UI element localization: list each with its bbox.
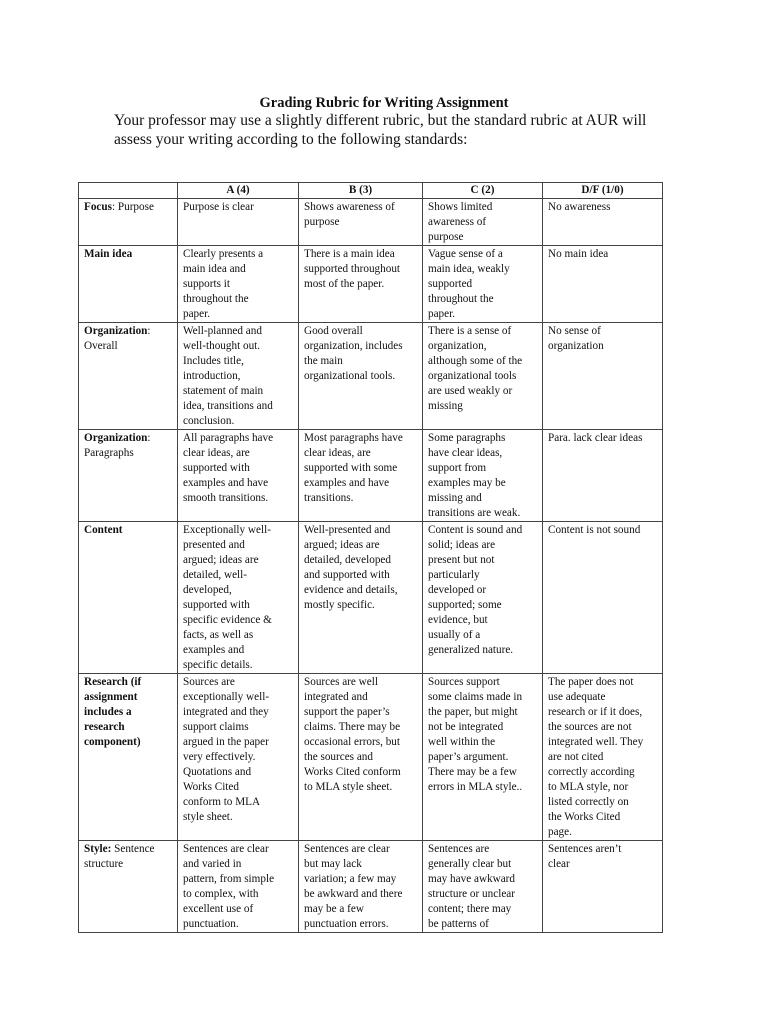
cell-text-line: be awkward and there bbox=[304, 888, 403, 900]
header-cell-grade-df: D/F (1/0) bbox=[543, 183, 663, 199]
cell-text-line: supported throughout bbox=[304, 263, 401, 275]
cell-text-line: idea, transitions and bbox=[183, 400, 273, 412]
cell-text-line: Sources are bbox=[183, 676, 235, 688]
grade-b-cell bbox=[299, 246, 423, 323]
criterion-cell bbox=[79, 246, 178, 323]
cell-text-line: detailed, developed bbox=[304, 554, 391, 566]
cell-text-line: Shows awareness of bbox=[304, 201, 395, 213]
cell-text-line: Sentences aren’t bbox=[548, 843, 622, 855]
criterion-subtitle: structure bbox=[84, 858, 124, 870]
grade-c-cell bbox=[423, 841, 543, 933]
cell-text-line: Content is sound and bbox=[428, 524, 523, 536]
criterion-name: Content bbox=[84, 524, 123, 536]
cell-text-line: main idea and bbox=[183, 263, 246, 275]
cell-text-line: particularly bbox=[428, 569, 480, 581]
cell-text-line: conclusion. bbox=[183, 415, 235, 427]
cell-text-line: Clearly presents a bbox=[183, 248, 264, 260]
cell-text-line: evidence and details, bbox=[304, 584, 398, 596]
cell-text-line: supports it bbox=[183, 278, 230, 290]
grade-a-cell bbox=[178, 841, 299, 933]
cell-text-line: exceptionally well- bbox=[183, 691, 270, 703]
cell-text-line: There may be a few bbox=[428, 766, 517, 778]
cell-text-line: Works Cited conform bbox=[304, 766, 401, 778]
cell-text-line: pattern, from simple bbox=[183, 873, 275, 885]
cell-text-line: the sources are not bbox=[548, 721, 632, 733]
cell-text-line: paper’s argument. bbox=[428, 751, 509, 763]
criterion-name-line: Research (if bbox=[84, 676, 142, 688]
cell-text-line: Most paragraphs have bbox=[304, 432, 403, 444]
criterion-suffix: : bbox=[147, 325, 151, 337]
cell-text-line: may be a few bbox=[304, 903, 364, 915]
page-title: Grading Rubric for Writing Assignment bbox=[259, 95, 509, 111]
grade-c-cell bbox=[423, 430, 543, 522]
cell-text-line: have clear ideas, bbox=[428, 447, 503, 459]
cell-text-line: the sources and bbox=[304, 751, 373, 763]
cell-text-line: supported with bbox=[183, 599, 250, 611]
cell-text-line: supported; some bbox=[428, 599, 502, 611]
cell-text-line: Well-planned and bbox=[183, 325, 262, 337]
cell-text-line: statement of main bbox=[183, 385, 264, 397]
cell-text-line: be patterns of bbox=[428, 918, 489, 930]
cell-text-line: purpose bbox=[304, 216, 340, 228]
criterion-name: Organization bbox=[84, 325, 148, 337]
cell-text-line: punctuation. bbox=[183, 918, 239, 930]
grade-df-cell bbox=[543, 522, 663, 674]
criterion-subtitle: Paragraphs bbox=[84, 447, 134, 459]
criterion-heading bbox=[84, 200, 172, 215]
table-header-row bbox=[79, 183, 663, 199]
cell-text-line: research or if it does, bbox=[548, 706, 643, 718]
criterion-heading bbox=[84, 431, 172, 446]
cell-text-line: the Works Cited bbox=[548, 811, 621, 823]
criterion-name-line: includes a bbox=[84, 706, 132, 718]
cell-text-line: errors in MLA style.. bbox=[428, 781, 523, 793]
criterion-cell bbox=[79, 430, 178, 522]
criterion-cell bbox=[79, 522, 178, 674]
criterion-name: Style: bbox=[84, 843, 112, 855]
criterion-name-line: research bbox=[84, 721, 125, 733]
cell-text-line: main idea, weakly bbox=[428, 263, 510, 275]
cell-text-line: Content is not sound bbox=[548, 524, 641, 536]
cell-text-line: purpose bbox=[428, 231, 464, 243]
criterion-subtitle: Overall bbox=[84, 340, 118, 352]
cell-text-line: content; there may bbox=[428, 903, 512, 915]
cell-text-line: to MLA style, nor bbox=[548, 781, 629, 793]
header-cell-grade-b: B (3) bbox=[299, 183, 423, 199]
cell-text-line: Exceptionally well- bbox=[183, 524, 271, 536]
header-cell-grade-c: C (2) bbox=[423, 183, 543, 199]
cell-text-line: examples may be bbox=[428, 477, 506, 489]
grade-df-cell bbox=[543, 323, 663, 430]
grade-c-cell bbox=[423, 246, 543, 323]
grade-b-cell bbox=[299, 199, 423, 246]
cell-text-line: the paper, but might bbox=[428, 706, 518, 718]
cell-text-line: Para. lack clear ideas bbox=[548, 432, 643, 444]
cell-text-line: clear bbox=[548, 858, 570, 870]
cell-text-line: claims. There may be bbox=[304, 721, 401, 733]
cell-text-line: and supported with bbox=[304, 569, 390, 581]
cell-text-line: evidence, but bbox=[428, 614, 488, 626]
cell-text-line: argued; ideas are bbox=[304, 539, 380, 551]
table-row-main-idea bbox=[79, 246, 663, 323]
cell-text-line: occasional errors, but bbox=[304, 736, 400, 748]
cell-text-line: Sentences are bbox=[428, 843, 490, 855]
cell-text-line: Sentences are clear bbox=[183, 843, 269, 855]
cell-text-line: support claims bbox=[183, 721, 249, 733]
cell-text-line: support the paper’s bbox=[304, 706, 390, 718]
cell-text-line: organization bbox=[548, 340, 604, 352]
cell-text-line: although some of the bbox=[428, 355, 523, 367]
rubric-body bbox=[79, 199, 663, 933]
header-cell-criterion bbox=[79, 183, 178, 199]
cell-text-line: use adequate bbox=[548, 691, 606, 703]
cell-text-line: Purpose is clear bbox=[183, 201, 254, 213]
cell-text-line: integrated and they bbox=[183, 706, 269, 718]
criterion-suffix: : bbox=[147, 432, 151, 444]
cell-text-line: usually of a bbox=[428, 629, 481, 641]
cell-text-line: variation; a few may bbox=[304, 873, 397, 885]
table-row-organization-paragraphs bbox=[79, 430, 663, 522]
cell-text-line: Good overall bbox=[304, 325, 363, 337]
cell-text-line: excellent use of bbox=[183, 903, 254, 915]
cell-text-line: but may lack bbox=[304, 858, 362, 870]
cell-text-line: conform to MLA bbox=[183, 796, 261, 808]
cell-text-line: the main bbox=[304, 355, 343, 367]
grade-b-cell bbox=[299, 323, 423, 430]
criterion-name: Organization bbox=[84, 432, 148, 444]
criterion-name-line: assignment bbox=[84, 691, 138, 703]
cell-text-line: specific details. bbox=[183, 659, 253, 671]
grade-c-cell bbox=[423, 522, 543, 674]
grade-df-cell bbox=[543, 841, 663, 933]
cell-text-line: Includes title, bbox=[183, 355, 244, 367]
cell-text-line: examples and have bbox=[304, 477, 390, 489]
cell-text-line: punctuation errors. bbox=[304, 918, 389, 930]
cell-text-line: paper. bbox=[428, 308, 456, 320]
grade-c-cell bbox=[423, 674, 543, 841]
table-row-style bbox=[79, 841, 663, 933]
header-cell-grade-a: A (4) bbox=[178, 183, 299, 199]
grade-b-cell bbox=[299, 430, 423, 522]
cell-text-line: generally clear but bbox=[428, 858, 512, 870]
cell-text-line: may have awkward bbox=[428, 873, 515, 885]
cell-text-line: specific evidence & bbox=[183, 614, 272, 626]
cell-text-line: facts, as well as bbox=[183, 629, 254, 641]
cell-text-line: examples and bbox=[183, 644, 245, 656]
criterion-name: Main idea bbox=[84, 248, 133, 260]
cell-text-line: argued in the paper bbox=[183, 736, 269, 748]
cell-text-line: present but not bbox=[428, 554, 495, 566]
cell-text-line: awareness of bbox=[428, 216, 487, 228]
intro-line: assess your writing according to the following standards: bbox=[114, 131, 468, 148]
cell-text-line: support from bbox=[428, 462, 487, 474]
cell-text-line: smooth transitions. bbox=[183, 492, 269, 504]
table-row-focus bbox=[79, 199, 663, 246]
cell-text-line: well within the bbox=[428, 736, 496, 748]
criterion-cell bbox=[79, 199, 178, 246]
criterion-cell bbox=[79, 841, 178, 933]
grade-df-cell bbox=[543, 430, 663, 522]
cell-text-line: organization, bbox=[428, 340, 487, 352]
cell-text-line: organizational tools bbox=[428, 370, 517, 382]
criterion-suffix: Sentence bbox=[111, 843, 155, 855]
intro-line: Your professor may use a slightly different rubric, but the standard rubric at AUR will bbox=[114, 112, 647, 129]
cell-text-line: clear ideas, are bbox=[183, 447, 250, 459]
cell-text-line: supported bbox=[428, 278, 473, 290]
cell-text-line: throughout the bbox=[183, 293, 249, 305]
cell-text-line: very effectively. bbox=[183, 751, 256, 763]
cell-text-line: to complex, with bbox=[183, 888, 259, 900]
grade-df-cell bbox=[543, 199, 663, 246]
grade-a-cell bbox=[178, 674, 299, 841]
table-row-organization-overall bbox=[79, 323, 663, 430]
cell-text-line: Sources support bbox=[428, 676, 500, 688]
cell-text-line: supported with bbox=[183, 462, 250, 474]
cell-text-line: transitions. bbox=[304, 492, 354, 504]
cell-text-line: organizational tools. bbox=[304, 370, 396, 382]
grade-a-cell bbox=[178, 199, 299, 246]
cell-text-line: developed or bbox=[428, 584, 487, 596]
criterion-cell bbox=[79, 323, 178, 430]
criterion-heading bbox=[84, 523, 172, 538]
cell-text-line: integrated well. They bbox=[548, 736, 644, 748]
cell-text-line: developed, bbox=[183, 584, 232, 596]
cell-text-line: missing and bbox=[428, 492, 482, 504]
grade-a-cell bbox=[178, 522, 299, 674]
criterion-name-line: component) bbox=[84, 736, 141, 748]
criterion-heading bbox=[84, 842, 172, 857]
grade-a-cell bbox=[178, 323, 299, 430]
cell-text-line: No main idea bbox=[548, 248, 609, 260]
cell-text-line: missing bbox=[428, 400, 463, 412]
intro-paragraph bbox=[114, 111, 674, 149]
grade-df-cell bbox=[543, 246, 663, 323]
criterion-heading bbox=[84, 324, 172, 339]
cell-text-line: introduction, bbox=[183, 370, 241, 382]
cell-text-line: style sheet. bbox=[183, 811, 233, 823]
cell-text-line: transitions are weak. bbox=[428, 507, 521, 519]
cell-text-line: Some paragraphs bbox=[428, 432, 506, 444]
cell-text-line: are used weakly or bbox=[428, 385, 513, 397]
cell-text-line: There is a sense of bbox=[428, 325, 512, 337]
cell-text-line: Vague sense of a bbox=[428, 248, 503, 260]
cell-text-line: paper. bbox=[183, 308, 211, 320]
cell-text-line: supported with some bbox=[304, 462, 398, 474]
cell-text-line: to MLA style sheet. bbox=[304, 781, 393, 793]
criterion-heading bbox=[84, 247, 172, 262]
grade-df-cell bbox=[543, 674, 663, 841]
grade-b-cell bbox=[299, 674, 423, 841]
cell-text-line: Shows limited bbox=[428, 201, 493, 213]
cell-text-line: throughout the bbox=[428, 293, 494, 305]
cell-text-line: Well-presented and bbox=[304, 524, 391, 536]
table-row-research bbox=[79, 674, 663, 841]
grade-a-cell bbox=[178, 246, 299, 323]
criterion-cell bbox=[79, 674, 178, 841]
cell-text-line: generalized nature. bbox=[428, 644, 514, 656]
grade-c-cell bbox=[423, 323, 543, 430]
cell-text-line: clear ideas, are bbox=[304, 447, 371, 459]
cell-text-line: solid; ideas are bbox=[428, 539, 496, 551]
cell-text-line: The paper does not bbox=[548, 676, 634, 688]
cell-text-line: listed correctly on bbox=[548, 796, 629, 808]
cell-text-line: well-thought out. bbox=[183, 340, 261, 352]
cell-text-line: and varied in bbox=[183, 858, 242, 870]
cell-text-line: All paragraphs have bbox=[183, 432, 274, 444]
cell-text-line: organization, includes bbox=[304, 340, 403, 352]
criterion-suffix: : Purpose bbox=[111, 201, 154, 213]
grade-b-cell bbox=[299, 841, 423, 933]
cell-text-line: No awareness bbox=[548, 201, 611, 213]
cell-text-line: No sense of bbox=[548, 325, 601, 337]
cell-text-line: not be integrated bbox=[428, 721, 504, 733]
cell-text-line: argued; ideas are bbox=[183, 554, 259, 566]
cell-text-line: are not cited bbox=[548, 751, 604, 763]
grade-a-cell bbox=[178, 430, 299, 522]
cell-text-line: mostly specific. bbox=[304, 599, 375, 611]
grade-c-cell bbox=[423, 199, 543, 246]
cell-text-line: some claims made in bbox=[428, 691, 523, 703]
cell-text-line: examples and have bbox=[183, 477, 269, 489]
cell-text-line: Sources are well bbox=[304, 676, 378, 688]
cell-text-line: most of the paper. bbox=[304, 278, 385, 290]
cell-text-line: page. bbox=[548, 826, 572, 838]
cell-text-line: There is a main idea bbox=[304, 248, 395, 260]
cell-text-line: detailed, well- bbox=[183, 569, 247, 581]
cell-text-line: Sentences are clear bbox=[304, 843, 390, 855]
cell-text-line: Works Cited bbox=[183, 781, 239, 793]
cell-text-line: structure or unclear bbox=[428, 888, 515, 900]
cell-text-line: presented and bbox=[183, 539, 245, 551]
rubric-table bbox=[78, 182, 663, 933]
cell-text-line: correctly according bbox=[548, 766, 635, 778]
table-row-content bbox=[79, 522, 663, 674]
cell-text-line: Quotations and bbox=[183, 766, 252, 778]
criterion-name: Focus bbox=[84, 201, 112, 213]
grade-b-cell bbox=[299, 522, 423, 674]
cell-text-line: integrated and bbox=[304, 691, 368, 703]
